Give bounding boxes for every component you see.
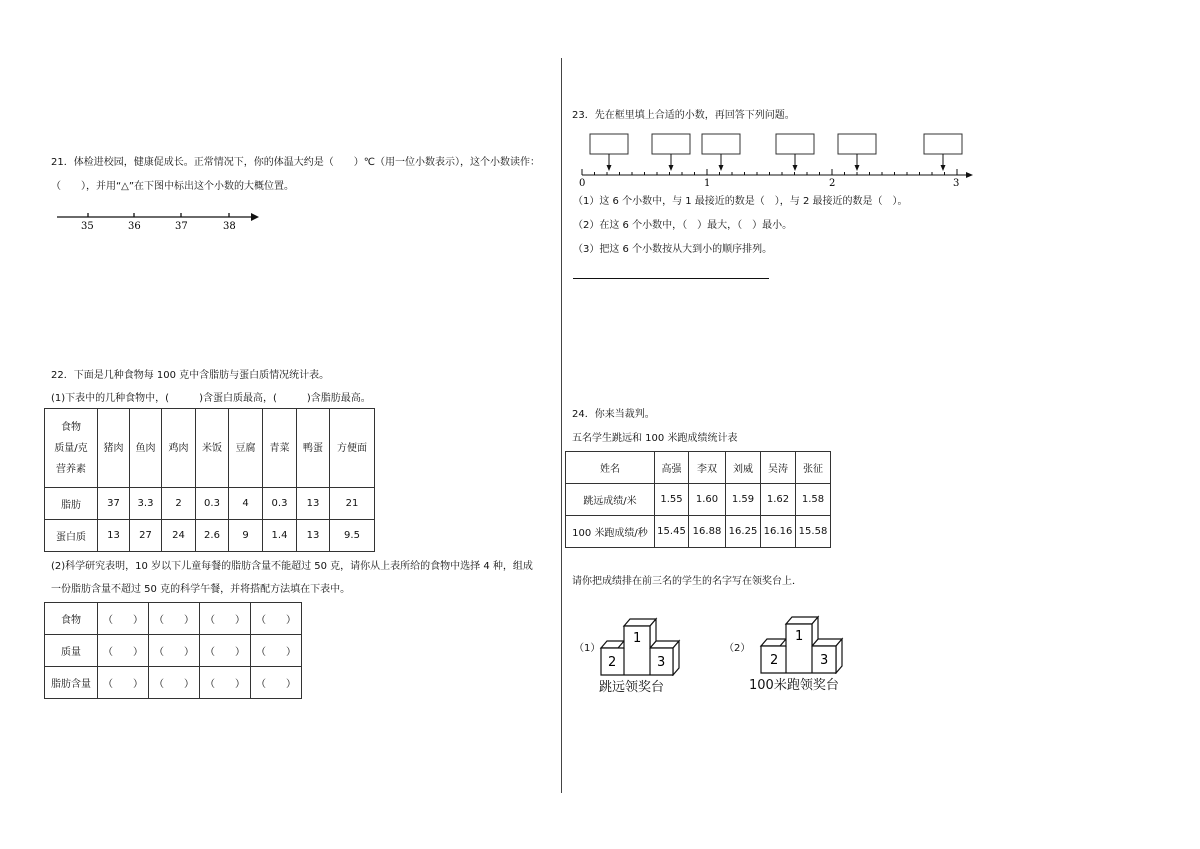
cell: 1.59 xyxy=(726,484,761,516)
podium1-caption: 跳远领奖台 xyxy=(599,680,665,695)
pointer-arrow xyxy=(719,165,724,171)
q24-score-table xyxy=(565,451,831,548)
podium2-rank: 3 xyxy=(820,653,829,668)
food-header: 鸭蛋 xyxy=(297,409,330,488)
blank-cell[interactable]: （ ） xyxy=(98,635,149,667)
header-cell: 吴涛 xyxy=(761,452,796,484)
table-row xyxy=(566,516,831,548)
food-header: 方便面 xyxy=(330,409,375,488)
blank-cell[interactable]: （ ） xyxy=(149,635,200,667)
answer-box xyxy=(838,134,876,154)
cell: 1.62 xyxy=(761,484,796,516)
q24-table-title: 五名学生跳远和 100 米跑成绩统计表 xyxy=(572,433,738,444)
pointer-arrow xyxy=(793,165,798,171)
cell: 0.3 xyxy=(263,488,297,520)
cell: 1.60 xyxy=(689,484,726,516)
q23-number-line xyxy=(576,132,976,190)
blank-cell[interactable]: （ ） xyxy=(149,603,200,635)
q21-tick-label: 38 xyxy=(223,221,236,232)
cell: 9.5 xyxy=(330,520,375,552)
food-header: 鸡肉 xyxy=(162,409,196,488)
q23-tick-label: 3 xyxy=(953,178,960,189)
q21-tick-label: 36 xyxy=(128,221,141,232)
q23-question-2: （2）在这 6 个小数中，（ ）最大，（ ）最小。 xyxy=(573,220,793,231)
cell: 1.58 xyxy=(796,484,831,516)
podium1-rank: 1 xyxy=(633,631,642,646)
cell: 37 xyxy=(98,488,130,520)
cell: 15.45 xyxy=(655,516,689,548)
cell: 9 xyxy=(229,520,263,552)
cell: 27 xyxy=(130,520,162,552)
food-header: 猪肉 xyxy=(98,409,130,488)
podium2-rank: 1 xyxy=(795,629,804,644)
pointer-arrow xyxy=(941,165,946,171)
podium2-rank: 2 xyxy=(770,653,779,668)
row-label: 质量 xyxy=(45,635,98,667)
q23-title: 23．先在框里填上合适的小数，再回答下列问题。 xyxy=(572,110,795,121)
table-row xyxy=(566,452,831,484)
q23-tick-label: 0 xyxy=(579,178,586,189)
blank-cell[interactable]: （ ） xyxy=(200,667,251,699)
q21-text-line2: （ ），并用“△”在下图中标出这个小数的大概位置。 xyxy=(51,181,295,192)
page-divider xyxy=(561,58,562,793)
blank-cell[interactable]: （ ） xyxy=(251,603,302,635)
answer-box xyxy=(924,134,962,154)
podium2-figure xyxy=(756,612,852,674)
q23-answer-line[interactable] xyxy=(573,278,769,279)
cell: 1.55 xyxy=(655,484,689,516)
blank-cell[interactable]: （ ） xyxy=(251,667,302,699)
q22-sub2-line2: 一份脂肪含量不超过 50 克的科学午餐，并将搭配方法填在下表中。 xyxy=(51,584,351,595)
row-label: 脂肪 xyxy=(45,488,98,520)
answer-box xyxy=(776,134,814,154)
pointer-arrow xyxy=(669,165,674,171)
cell: 21 xyxy=(330,488,375,520)
podium1-number: （1） xyxy=(574,643,601,654)
cell: 16.25 xyxy=(726,516,761,548)
podium1-figure xyxy=(596,614,690,676)
table-row xyxy=(566,484,831,516)
q22-nutrition-table xyxy=(44,408,375,552)
q24-instruction: 请你把成绩排在前三名的学生的名字写在领奖台上． xyxy=(572,576,802,587)
q22-sub2-line1: (2)科学研究表明，10 岁以下儿童每餐的脂肪含量不能超过 50 克，请你从上表所给的食物中选择 4 种，组成 xyxy=(51,561,533,572)
q21-number-line xyxy=(55,205,265,233)
cell: 13 xyxy=(297,520,330,552)
blank-cell[interactable]: （ ） xyxy=(98,667,149,699)
row-label: 蛋白质 xyxy=(45,520,98,552)
pointer-arrow xyxy=(607,165,612,171)
blank-cell[interactable]: （ ） xyxy=(251,635,302,667)
food-header: 豆腐 xyxy=(229,409,263,488)
q23-tick-label: 1 xyxy=(704,178,711,189)
row-label: 食物 xyxy=(45,603,98,635)
table-row xyxy=(45,667,302,699)
table-row xyxy=(45,488,375,520)
q21-tick-label: 35 xyxy=(81,221,94,232)
q21-tick-label: 37 xyxy=(175,221,188,232)
food-header: 鱼肉 xyxy=(130,409,162,488)
table-row xyxy=(45,635,302,667)
blank-cell[interactable]: （ ） xyxy=(98,603,149,635)
q22-lunch-table xyxy=(44,602,302,699)
answer-box xyxy=(702,134,740,154)
blank-cell[interactable]: （ ） xyxy=(200,603,251,635)
header-cell: 刘威 xyxy=(726,452,761,484)
row-label: 跳远成绩/米 xyxy=(566,484,655,516)
q23-question-1: （1）这 6 个小数中，与 1 最接近的数是（ ），与 2 最接近的数是（ ）。 xyxy=(573,196,908,207)
table-row xyxy=(45,603,302,635)
blank-cell[interactable]: （ ） xyxy=(200,635,251,667)
cell: 2.6 xyxy=(196,520,229,552)
cell: 4 xyxy=(229,488,263,520)
q23-question-3: （3）把这 6 个小数按从大到小的顺序排列。 xyxy=(573,244,773,255)
header-cell: 张征 xyxy=(796,452,831,484)
header-cell: 姓名 xyxy=(566,452,655,484)
header-cell: 李双 xyxy=(689,452,726,484)
cell: 13 xyxy=(297,488,330,520)
podium1-rank: 2 xyxy=(608,655,617,670)
header-cell: 高强 xyxy=(655,452,689,484)
q24-title: 24．你来当裁判。 xyxy=(572,409,655,420)
cell: 0.3 xyxy=(196,488,229,520)
cell: 3.3 xyxy=(130,488,162,520)
cell: 13 xyxy=(98,520,130,552)
cell: 24 xyxy=(162,520,196,552)
answer-box xyxy=(652,134,690,154)
blank-cell[interactable]: （ ） xyxy=(149,667,200,699)
podium1-rank: 3 xyxy=(657,655,666,670)
podium2-number: （2） xyxy=(724,643,751,654)
cell: 16.88 xyxy=(689,516,726,548)
q21-text-line1: 21．体检进校园，健康促成长。正常情况下，你的体温大约是（ ）℃（用一位小数表示），这个小数读作： xyxy=(51,157,540,168)
podium2-caption: 100米跑领奖台 xyxy=(749,678,839,693)
row-label: 脂肪含量 xyxy=(45,667,98,699)
answer-box xyxy=(590,134,628,154)
pointer-arrow xyxy=(855,165,860,171)
q22-title: 22．下面是几种食物每 100 克中含脂肪与蛋白质情况统计表。 xyxy=(51,370,330,381)
food-header: 米饭 xyxy=(196,409,229,488)
cell: 16.16 xyxy=(761,516,796,548)
row-label: 100 米跑成绩/秒 xyxy=(566,516,655,548)
food-header: 青菜 xyxy=(263,409,297,488)
q22-sub1: (1)下表中的几种食物中，( )含蛋白质最高，( )含脂肪最高。 xyxy=(51,393,371,404)
header-cell: 食物 质量/克 营养素 xyxy=(45,409,98,488)
q23-tick-label: 2 xyxy=(829,178,836,189)
cell: 15.58 xyxy=(796,516,831,548)
cell: 2 xyxy=(162,488,196,520)
table-row xyxy=(45,520,375,552)
cell: 1.4 xyxy=(263,520,297,552)
